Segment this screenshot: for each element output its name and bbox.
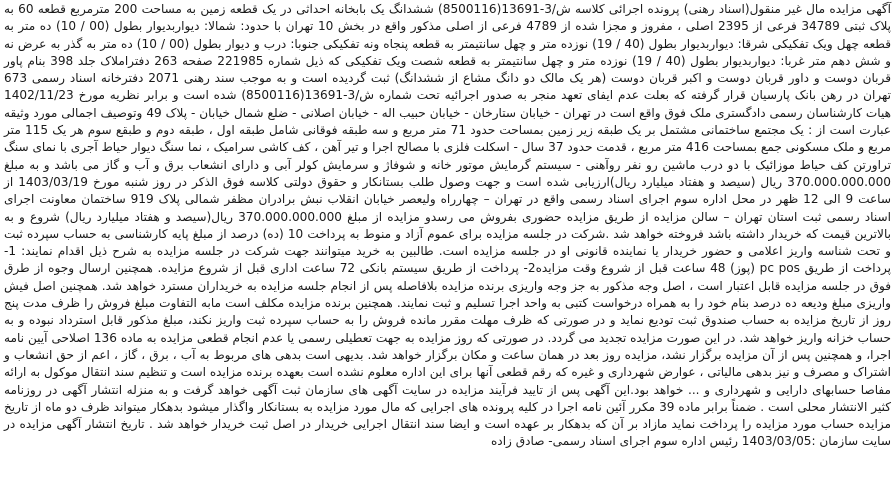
auction-notice-text: آگهی مزایده مال غیر منقول(اسناد رهنی) پرونده اجرائی کلاسه ش/3-13691(8500116) ششدانگ یک بابخانه احداثی در یک قطعه زمین به مساحت 200 مترمربع قطعه 60 به پلاک ثبتی 34789 فرعی از 2395 اصلی ، مفروز و مجزا شده از 4789 فرعی از اصلی مذکور واقع در بخش 10 تهران با حدود: شمالا: دیواربدیوار بطول (00 / 10) ده متر به قطعه چهل ویک تفکیکی شرقا: دیواربدیوار بطول (40 / 19) نوزده متر و چهل سانتیمتر به قطعه پنجاه ونه تفکیکی جنوبا: درب و دیوار بطول (00 / 10) ده متر به گذر به عرض نه و شش دهم متر غربا: دیواربدیوار بطول (40 / 19) نوزده متر و چهل سانتیمتر به قطعه شصت ویک تفکیکی که ذیل شماره 221985 صفحه 263 دفتراملاک جلد 398 بنام پاور قربان دوست و داور قربان دوست و اکبر قربان دوست (هر یک مالک دو دانگ مشاع از ششدانگ) ثبت گردیده است و به موجب سند رهنی 2071 دفترخانه اسناد رسمی 673 تهران در رهن بانک پارسیان قرار گرفته که بعلت عدم ایفای تعهد منجر به صدور اجرائیه تحت شماره ش/3-13691(8500116) شده است و برابر نظریه مورخ 1402/11/23 هیات کارشناسان رسمی دادگستری ملک فوق واقع است در تهران - خیابان ستارخان - خیابان حبیب اله - خیابان اصلانی - ضلع شمال خیابان - پلاک 49 وتوصیف اجمالی مورد وثیقه عبارت است از : یک مجتمع ساختمانی مشتمل بر یک طبقه زیر زمین بمساحت حدود 71 متر مربع و سه طبقه فوقانی شامل طبقه اول ، طبقه دوم و طبقع سوم هر یک 115 متر مربع و ملک مسکونی جمع بمساحت 416 متر مربع ، قدمت حدود 37 سال - اسکلت فلزی با مصالح اجرا و تیر آهن ، کف کاشی سرامیک ، نما سنگ دیوار حیاط آجری با نمای سنگ تراورتن کف حیاط موزائیک با دو درب ماشین رو نفر روآهنی - سیستم گرمایش موتور خانه و شوفاژ و سرمایش کولر آبی و دارای انشعاب برق و آب و گاز می باشد و به مبلغ 370.000.000.000 ریال (سیصد و هفتاد میلیارد ریال)ارزیابی شده است و جهت وصول طلب بستانکار و حقوق دولتی کلاسه فوق الذکر در روز شنبه مورخ 1403/03/19 از ساعت 9 الی 12 ظهر در محل اداره سوم اجرای اسناد رسمی واقع در تهران – چهارراه ولیعصر خیابان انقلاب نبش برادران مظفر شمالی پلاک 919 ساختمان معاونت اجرای اسناد رسمی ثبت استان تهران – سالن مزایده از طریق مزایده حضوری بفروش می رسدو مزایده از مبلغ 370.000.000.000 ریال(سیصد و هفتاد میلیارد ریال) شروع و به بالاترین قیمت که خریدار داشته باشد فروخته خواهد شد .شرکت در جلسه مزایده برای عموم آزاد و منوط به پرداخت 10 (ده) درصد از مبلغ پایه کارشناسی به حساب سپرده ثبت و تحت شناسه واریز اعلامی و حضور خریدار یا نماینده قانونی او در جلسه مزایده است. طالبین به خرید میتوانند جهت شرکت در جلسه مزایده به شرح ذیل اقدام نمایند: 1- پرداخت از طریق pc pos (پوز) 48 ساعت قبل از شروع وقت مزایده2- پرداخت از طریق سیستم بانکی 72 ساعت اداری قبل از شروع مزایده. همچنین ارسال وجوه از طرق فوق در جلسه مزایده قابل اعتبار است ، اصل وجه مذکور به جز وجه واریزی برنده مزایده بلافاصله پس از انجام جلسه مزایده به خریداران مسترد خواهد شد. همچنین اصل فیش واریزی مبلغ ودیعه ده درصد بنام خود را به همراه درخواست کتبی به واحد اجرا تسلیم و ثبت نمایند. همچنین برنده مزایده مکلف است مابه التفاوت مبلغ فروش را ظرف مدت پنج روز از تاریخ مزایده به حساب صندوق ثبت تودیع نماید و در صورتی که ظرف مهلت مقرر مانده فروش را به حساب سپرده ثبت واریز نکند، مبلغ مذکور قابل استرداد نبوده و به حساب خزانه واریز خواهد شد. در این صورت مزایده تجدید می گردد. در صورتی که روز مزایده به جهت تعطیلی رسمی یا عدم انجام قطعی مزایده به ماده 136 اصلاحی آیین نامه اجرا، و همچنین پس از آن مزایده برگزار نشد، مزایده روز بعد در همان ساعت و مکان برگزار خواهد شد. بدیهی است بدهی های مربوط به آب ، برق ، گاز ، اعم از حق انشعاب و اشتراک و مصرف و نیز بدهی مالیاتی ، عوارض شهرداری و غیره که رقم قطعی آنها برای این اداره معلوم نشده است بعهده برنده مزایده است و تنظیم سند انتقال موکول به ارائه مفاصا حسابهای دارایی و شهرداری و ... خواهد بود.این آگهی پس از تایید فرآیند مزایده در سایت آگهی های سازمان ثبت آگهی خواهد گرفت و به منزله انتشار آگهی در روزنامه کثیر الانتشار محلی است . ضمناً برابر ماده 39 مکرر آئین نامه اجرا در کلیه پرونده های اجرایی که مال مورد مزایده به بستانکار واگذار میشود بدهکار میتواند ظرف دو ماه از تاریخ مزایده حساب مورد مزایده را پرداخت نماید مازاد بر آن که بدهکار بر عهده است و ایضا سند انتقال اجرایی خریدار در اصل ثبت خریدار خواهد شد . تاریخ انتشار آگهی مزایده در سایت سازمان :1403/03/05 رئیس اداره سوم اجرای اسناد رسمی- صادق زاده bbox=[4, 2, 892, 449]
